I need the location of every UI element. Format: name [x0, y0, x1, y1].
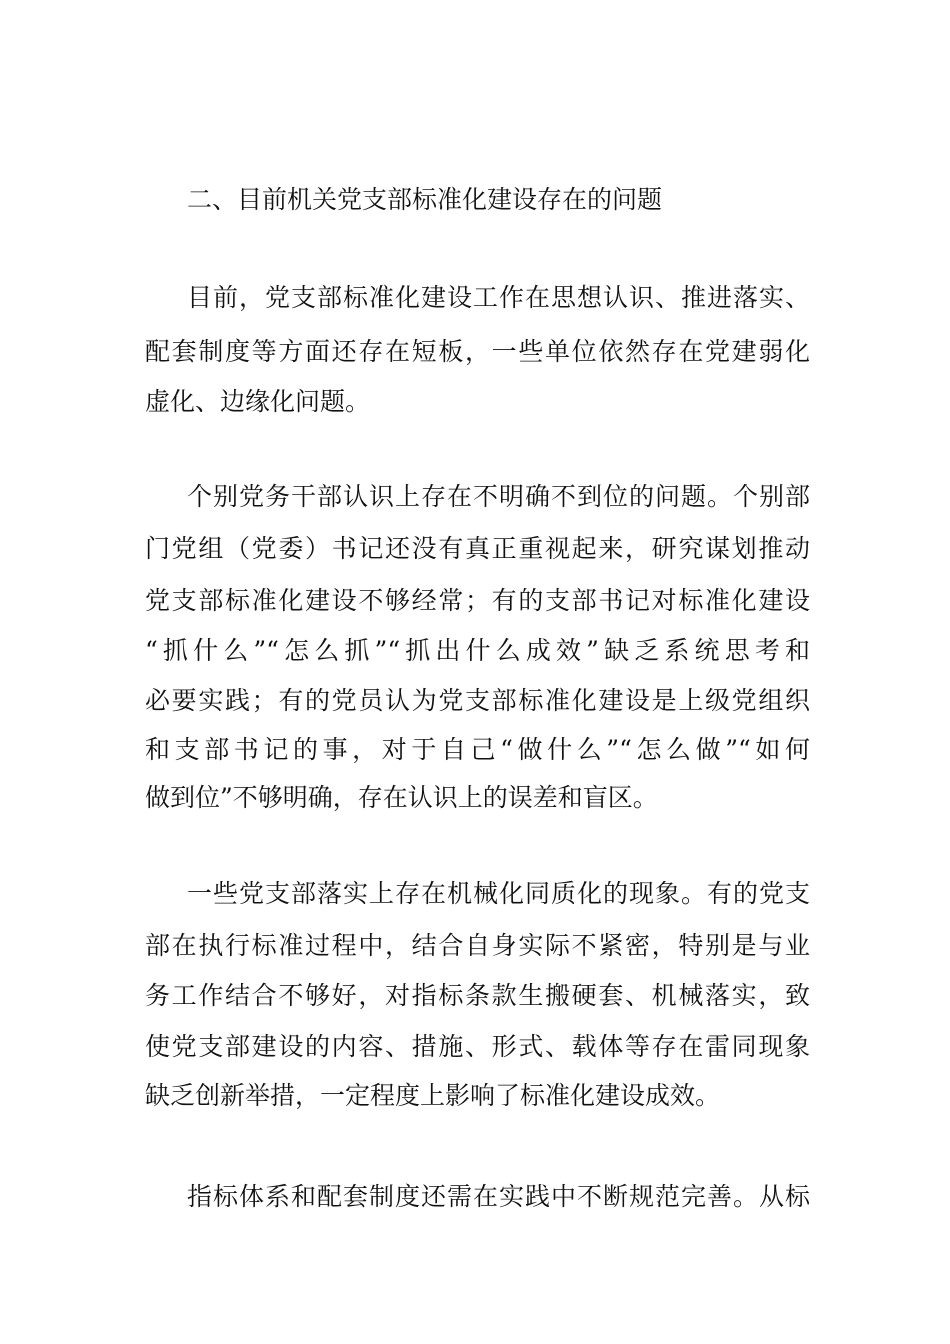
paragraph-4-line-1: 指标体系和配套制度还需在实践中不断规范完善。从标	[187, 1182, 810, 1211]
paragraph-3-line-4: 使党支部建设的内容、措施、形式、载体等存在雷同现象	[145, 1032, 810, 1061]
paragraph-2-line-5: 必要实践；有的党员认为党支部标准化建设是上级党组织	[145, 686, 810, 715]
paragraph-3-line-5: 缺乏创新举措，一定程度上影响了标准化建设成效。	[145, 1081, 721, 1110]
paragraph-2-line-4: “抓什么”“怎么抓”“抓出什么成效”缺乏系统思考和	[145, 636, 810, 665]
paragraph-1-line-2: 配套制度等方面还存在短板，一些单位依然存在党建弱化	[145, 337, 810, 366]
paragraph-1-line-1: 目前，党支部标准化建设工作在思想认识、推进落实、	[187, 283, 810, 312]
paragraph-2-line-7: 做到位”不够明确，存在认识上的误差和盲区。	[145, 783, 658, 812]
paragraph-2-line-3: 党支部标准化建设不够经常；有的支部书记对标准化建设	[145, 586, 810, 615]
paragraph-3-line-2: 部在执行标准过程中，结合自身实际不紧密，特别是与业	[145, 931, 810, 960]
section-heading: 二、目前机关党支部标准化建设存在的问题	[187, 185, 663, 214]
paragraph-2-line-2: 门党组（党委）书记还没有真正重视起来，研究谋划推动	[145, 534, 810, 563]
paragraph-2-line-6: 和支部书记的事，对于自己“做什么”“怎么做”“如何	[145, 735, 810, 764]
paragraph-2-line-1: 个别党务干部认识上存在不明确不到位的问题。个别部	[187, 482, 810, 511]
paragraph-1-line-3: 虚化、边缘化问题。	[145, 387, 371, 416]
paragraph-3-line-1: 一些党支部落实上存在机械化同质化的现象。有的党支	[187, 879, 810, 908]
paragraph-3-line-3: 务工作结合不够好，对指标条款生搬硬套、机械落实，致	[145, 981, 810, 1010]
